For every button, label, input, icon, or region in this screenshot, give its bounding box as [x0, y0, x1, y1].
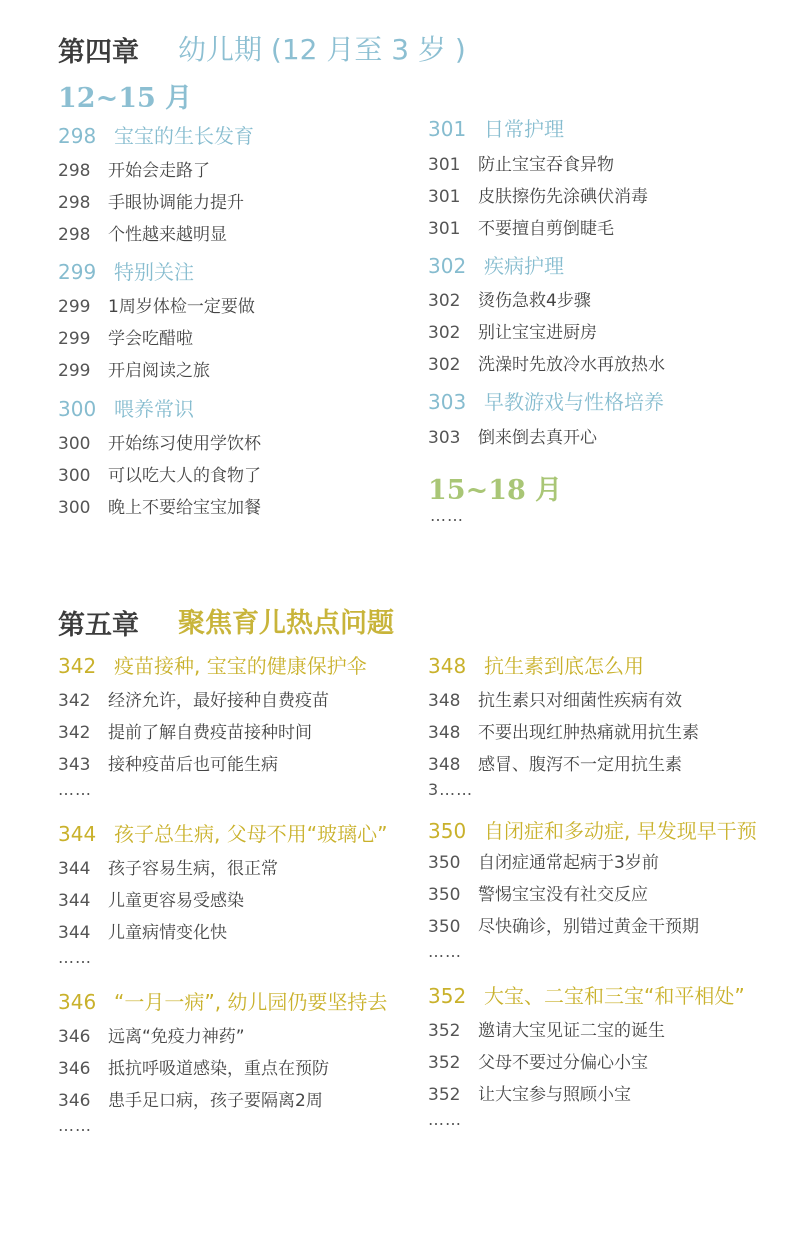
item-title: 抵抗呼吸道感染，重点在预防 — [108, 1059, 329, 1079]
item-title: 不要出现红肿热痛就用抗生素 — [478, 723, 699, 743]
toc-item[interactable] — [428, 848, 659, 873]
item-page-number: 301 — [428, 187, 461, 207]
section-342[interactable] — [58, 650, 367, 679]
toc-item[interactable] — [58, 324, 193, 349]
section-352[interactable] — [428, 980, 745, 1009]
item-page-number: 302 — [428, 323, 461, 343]
section-page-number: 298 — [58, 124, 97, 148]
toc-item[interactable] — [428, 718, 699, 743]
toc-item[interactable] — [58, 750, 278, 775]
item-page-number: 300 — [58, 466, 91, 486]
item-page-number: 299 — [58, 361, 91, 381]
item-title: 别让宝宝进厨房 — [478, 323, 597, 343]
toc-item[interactable] — [58, 1022, 245, 1047]
toc-item[interactable] — [428, 286, 591, 311]
item-page-number: 348 — [428, 755, 461, 775]
item-page-number: 352 — [428, 1085, 461, 1105]
item-page-number: 343 — [58, 755, 91, 775]
item-page-number: 344 — [58, 859, 91, 879]
section-page-number: 301 — [428, 117, 467, 141]
toc-item[interactable] — [58, 461, 261, 486]
toc-item[interactable] — [428, 1016, 665, 1041]
item-page-number: 350 — [428, 885, 461, 905]
toc-item[interactable] — [428, 880, 648, 905]
section-page-number: 348 — [428, 654, 467, 678]
section-title: 抗生素到底怎么用 — [484, 654, 644, 678]
toc-item[interactable] — [58, 886, 244, 911]
item-title: 开始练习使用学饮杯 — [108, 434, 261, 454]
toc-item[interactable] — [58, 356, 210, 381]
section-301[interactable] — [428, 113, 564, 142]
item-page-number: 344 — [58, 891, 91, 911]
chapter5-number: 第五章 — [58, 610, 139, 641]
item-title: 警惕宝宝没有社交反应 — [478, 885, 648, 905]
toc-item[interactable] — [58, 918, 227, 943]
section-348[interactable] — [428, 650, 644, 679]
toc-item[interactable] — [58, 686, 329, 711]
section-title: 宝宝的生长发育 — [114, 124, 254, 148]
item-title: 开始会走路了 — [108, 161, 210, 181]
item-title: 个性越来越明显 — [108, 225, 227, 245]
chapter4-title: 幼儿期 (12 月至 3 岁 ) — [178, 33, 466, 66]
more-ellipsis: …… — [428, 942, 462, 961]
section-title: “一月一病”, 幼儿园仍要坚持去 — [114, 990, 388, 1014]
item-title: 防止宝宝吞食异物 — [478, 155, 614, 175]
item-title: 皮肤擦伤先涂碘伏消毒 — [478, 187, 648, 207]
toc-item[interactable] — [428, 686, 682, 711]
item-title: 烫伤急救4步骤 — [478, 291, 591, 311]
toc-item[interactable] — [428, 350, 665, 375]
section-title: 孩子总生病, 父母不用“玻璃心” — [114, 822, 388, 846]
toc-item[interactable] — [428, 423, 597, 448]
item-page-number: 350 — [428, 853, 461, 873]
toc-item[interactable] — [58, 1054, 329, 1079]
age-range-15-18: 15~18 月 — [428, 475, 563, 506]
section-346[interactable] — [58, 986, 387, 1015]
section-title: 大宝、二宝和三宝“和平相处” — [484, 984, 745, 1008]
item-page-number: 346 — [58, 1091, 91, 1111]
toc-item[interactable] — [428, 182, 648, 207]
item-title: 可以吃大人的食物了 — [108, 466, 261, 486]
more-ellipsis: …… — [58, 1116, 92, 1135]
item-title: 远离“免疫力神药” — [108, 1027, 245, 1047]
toc-item[interactable] — [58, 156, 210, 181]
item-title: 父母不要过分偏心小宝 — [478, 1053, 648, 1073]
section-title: 日常护理 — [484, 117, 564, 141]
item-title: 晚上不要给宝宝加餐 — [108, 498, 261, 518]
section-page-number: 352 — [428, 984, 467, 1008]
toc-item[interactable] — [58, 220, 227, 245]
item-page-number: 298 — [58, 225, 91, 245]
item-title: 患手足口病，孩子要隔离2周 — [108, 1091, 323, 1111]
item-page-number: 352 — [428, 1021, 461, 1041]
item-page-number: 344 — [58, 923, 91, 943]
item-title: 让大宝参与照顾小宝 — [478, 1085, 631, 1105]
item-title: 不要擅自剪倒睫毛 — [478, 219, 614, 239]
item-title: 开启阅读之旅 — [108, 361, 210, 381]
item-title: 尽快确诊，别错过黄金干预期 — [478, 917, 699, 937]
item-page-number: 348 — [428, 723, 461, 743]
more-ellipsis: …… — [58, 948, 92, 967]
toc-item[interactable] — [428, 1080, 631, 1105]
item-title: 自闭症通常起病于3岁前 — [478, 853, 659, 873]
section-page-number: 303 — [428, 390, 467, 414]
item-title: 手眼协调能力提升 — [108, 193, 244, 213]
item-page-number: 300 — [58, 434, 91, 454]
item-page-number: 346 — [58, 1059, 91, 1079]
toc-item[interactable] — [428, 912, 699, 937]
item-title: 孩子容易生病，很正常 — [108, 859, 278, 879]
section-page-number: 299 — [58, 260, 97, 284]
toc-item[interactable] — [58, 493, 261, 518]
item-page-number: 301 — [428, 219, 461, 239]
toc-item[interactable] — [428, 750, 682, 775]
section-title: 特别关注 — [114, 260, 194, 284]
chapter4-number: 第四章 — [58, 37, 139, 68]
item-page-number: 302 — [428, 355, 461, 375]
toc-item[interactable] — [58, 188, 244, 213]
item-title: 儿童更容易受感染 — [108, 891, 244, 911]
item-title: 抗生素只对细菌性疾病有效 — [478, 691, 682, 711]
item-title: 倒来倒去真开心 — [478, 428, 597, 448]
item-page-number: 352 — [428, 1053, 461, 1073]
item-title: 接种疫苗后也可能生病 — [108, 755, 278, 775]
item-title: 经济允许，最好接种自费疫苗 — [108, 691, 329, 711]
item-page-number: 299 — [58, 329, 91, 349]
toc-item[interactable] — [58, 292, 255, 317]
section-page-number: 342 — [58, 654, 97, 678]
item-page-number: 300 — [58, 498, 91, 518]
section-298[interactable] — [58, 120, 254, 149]
chapter5-title: 聚焦育儿热点问题 — [178, 608, 394, 639]
item-title: 1周岁体检一定要做 — [108, 297, 255, 317]
more-ellipsis: …… — [58, 780, 92, 799]
section-title: 喂养常识 — [114, 397, 194, 421]
section-350[interactable] — [428, 815, 757, 844]
section-title: 疾病护理 — [484, 254, 564, 278]
item-title: 学会吃醋啦 — [108, 329, 193, 349]
more-ellipsis: …… — [430, 506, 464, 525]
section-title: 自闭症和多动症, 早发现早干预 — [484, 819, 757, 843]
item-page-number: 298 — [58, 193, 91, 213]
section-title: 疫苗接种, 宝宝的健康保护伞 — [114, 654, 367, 678]
item-page-number: 302 — [428, 291, 461, 311]
toc-item[interactable] — [58, 854, 278, 879]
age-range-12-15: 12~15 月 — [58, 83, 193, 114]
item-page-number: 301 — [428, 155, 461, 175]
toc-item[interactable] — [428, 214, 614, 239]
toc-item[interactable] — [428, 318, 597, 343]
item-title: 感冒、腹泻不一定用抗生素 — [478, 755, 682, 775]
item-page-number: 342 — [58, 691, 91, 711]
item-title: 儿童病情变化快 — [108, 923, 227, 943]
section-page-number: 346 — [58, 990, 97, 1014]
section-302[interactable] — [428, 250, 564, 279]
section-page-number: 344 — [58, 822, 97, 846]
item-page-number: 350 — [428, 917, 461, 937]
section-300[interactable] — [58, 393, 194, 422]
toc-item[interactable] — [428, 1048, 648, 1073]
section-page-number: 300 — [58, 397, 97, 421]
section-page-number: 302 — [428, 254, 467, 278]
toc-item[interactable] — [58, 429, 261, 454]
item-page-number: 299 — [58, 297, 91, 317]
toc-item[interactable] — [58, 718, 312, 743]
item-page-number: 298 — [58, 161, 91, 181]
item-page-number: 346 — [58, 1027, 91, 1047]
section-344[interactable] — [58, 818, 387, 847]
more-ellipsis: 3…… — [428, 780, 474, 799]
more-ellipsis: …… — [428, 1110, 462, 1129]
item-page-number: 303 — [428, 428, 461, 448]
section-299[interactable] — [58, 256, 194, 285]
item-page-number: 342 — [58, 723, 91, 743]
section-303[interactable] — [428, 386, 664, 415]
section-title: 早教游戏与性格培养 — [484, 390, 664, 414]
item-title: 邀请大宝见证二宝的诞生 — [478, 1021, 665, 1041]
item-title: 提前了解自费疫苗接种时间 — [108, 723, 312, 743]
toc-item[interactable] — [428, 150, 614, 175]
item-page-number: 348 — [428, 691, 461, 711]
section-page-number: 350 — [428, 819, 467, 843]
toc-item[interactable] — [58, 1086, 323, 1111]
item-title: 洗澡时先放冷水再放热水 — [478, 355, 665, 375]
